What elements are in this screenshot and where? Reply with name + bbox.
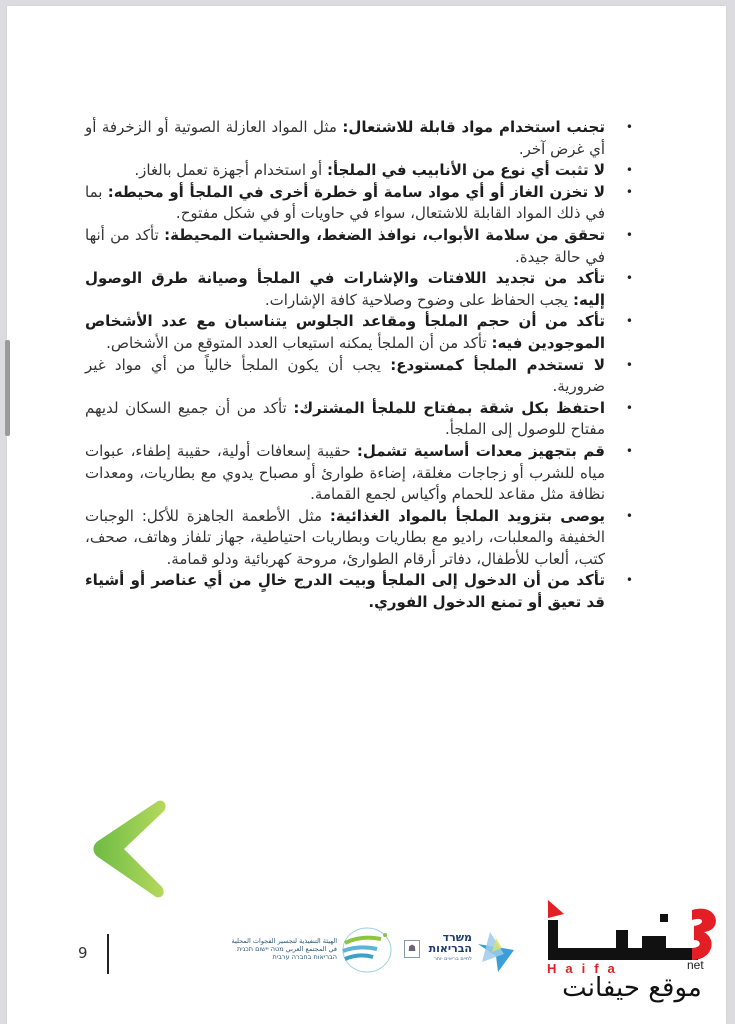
list-item <box>85 506 650 571</box>
item-text: بما في ذلك المواد القابلة للاشتعال، سواء في حاويات أو في شكل مفتوح. <box>85 182 605 223</box>
list-item <box>85 268 650 311</box>
safety-checklist <box>85 117 650 614</box>
item-text: تأكد من أن جميع السكان لديهم مفتاح للوصول إلى الملجأ. <box>85 398 605 439</box>
item-heading: تجنب استخدام مواد قابلة للاشتعال: <box>342 118 605 136</box>
page-number: 9 <box>78 944 88 962</box>
footer-divider <box>107 934 109 974</box>
document-content <box>85 117 650 614</box>
list-item <box>85 117 650 160</box>
watermark-latin: Haifa <box>547 961 624 976</box>
star-logo-icon <box>474 930 518 974</box>
arab-community-gaps-logo <box>225 925 395 975</box>
watermark-arabic: موقع حيفانت <box>562 973 702 1003</box>
item-text: يجب الحفاظ على وضوح وصلاحية كافة الإشارات. <box>264 290 573 309</box>
list-item <box>85 311 650 354</box>
chevron-left-icon <box>92 797 168 901</box>
haifa-logo-mark <box>542 896 722 964</box>
item-heading: تأكد من تجديد اللافتات والإشارات في الملجأ وصيانة طرق الوصول إليه: <box>85 269 605 309</box>
ministry-of-health-logo <box>400 930 520 975</box>
bullet-icon: • <box>625 573 633 588</box>
item-heading: تأكد من أن الدخول إلى الملجأ وبيت الدرج خالٍ من أي عناصر أو أشياء قد تعيق أو تمنع الدخول الفوري. <box>85 571 605 612</box>
list-item <box>85 441 650 506</box>
bullet-icon: • <box>625 184 633 199</box>
list-item <box>85 160 650 182</box>
bullet-icon: • <box>625 314 633 329</box>
bullet-icon: • <box>625 400 633 415</box>
item-text: مثل المواد العازلة الصوتية أو الزخرفة أو أي غرض آخر. <box>85 118 605 158</box>
item-heading: تأكد من أن حجم الملجأ ومقاعد الجلوس يتناسبان مع عدد الأشخاص الموجودين فيه: <box>85 312 605 352</box>
item-text: تأكد من أنها في حالة جيدة. <box>85 225 605 266</box>
gov-logo-text: الهيئة التنفيذية لتجسير الفجوات المحلية في المجتمع العربي מטה יישום תכנית הבריאות בחברה ערבית <box>231 937 337 961</box>
scrollbar-thumb[interactable] <box>5 340 10 436</box>
bullet-icon: • <box>625 163 633 178</box>
list-item <box>85 570 650 613</box>
item-heading: لا تثبت أي نوع من الأنابيب في الملجأ: <box>326 161 605 180</box>
watermark-net: net <box>687 958 704 972</box>
moh-tagline: לחיים בריאים יותר <box>433 956 472 962</box>
moh-name: משרד הבריאות <box>428 931 472 955</box>
state-emblem-icon: ☗ <box>404 940 420 958</box>
item-text: تأكد من أن الملجأ يمكنه استيعاب العدد المتوقع من الأشخاص. <box>106 333 492 352</box>
item-heading: تحقق من سلامة الأبواب، نوافذ الضغط، والحشيات المحيطة: <box>164 225 606 244</box>
item-heading: لا تستخدم الملجأ كمستودع: <box>390 355 606 374</box>
item-text: يجب أن يكون الملجأ خالياً من أي مواد غير ضرورية. <box>85 355 605 396</box>
list-item <box>85 182 650 225</box>
item-text: مثل الأطعمة الجاهزة للأكل: الوجبات الخفيفة والمعلبات، راديو مع بطاريات وبطاريات احتياطية، جهاز تلفاز وهاتف، صحف، كتب، ألعاب للأطفال، دفاتر أرقام الطوارئ، مروحة كهربائية ودلو قمامة. <box>85 506 605 568</box>
bullet-icon: • <box>625 271 633 286</box>
item-heading: قم بتجهيز معدات أساسية تشمل: <box>356 441 605 460</box>
waves-logo-icon <box>337 925 393 975</box>
bullet-icon: • <box>625 120 633 134</box>
item-heading: احتفظ بكل شقة بمفتاح للملجأ المشترك: <box>293 398 606 417</box>
bullet-icon: • <box>625 357 633 372</box>
bullet-icon: • <box>625 443 633 458</box>
list-item <box>85 225 650 268</box>
list-item <box>85 355 650 398</box>
bullet-icon: • <box>625 227 633 242</box>
item-heading: يوصى بتزويد الملجأ بالمواد الغذائية: <box>329 506 605 525</box>
bullet-icon: • <box>625 508 633 523</box>
item-heading: لا تخزن الغاز أو أي مواد سامة أو خطرة أخرى في الملجأ أو محيطه: <box>107 182 606 201</box>
list-item <box>85 398 650 441</box>
item-text: أو استخدام أجهزة تعمل بالغاز. <box>134 161 327 180</box>
item-text: حقيبة إسعافات أولية، حقيبة إطفاء، عبوات مياه للشرب أو زجاجات مغلقة، إضاءة طوارئ أو مصباح يدوي مع بطاريات، ومعدات نظافة مثل مقاعد للحمام وأكياس لجمع القمامة. <box>85 441 605 504</box>
haifa-net-watermark <box>537 888 727 1018</box>
